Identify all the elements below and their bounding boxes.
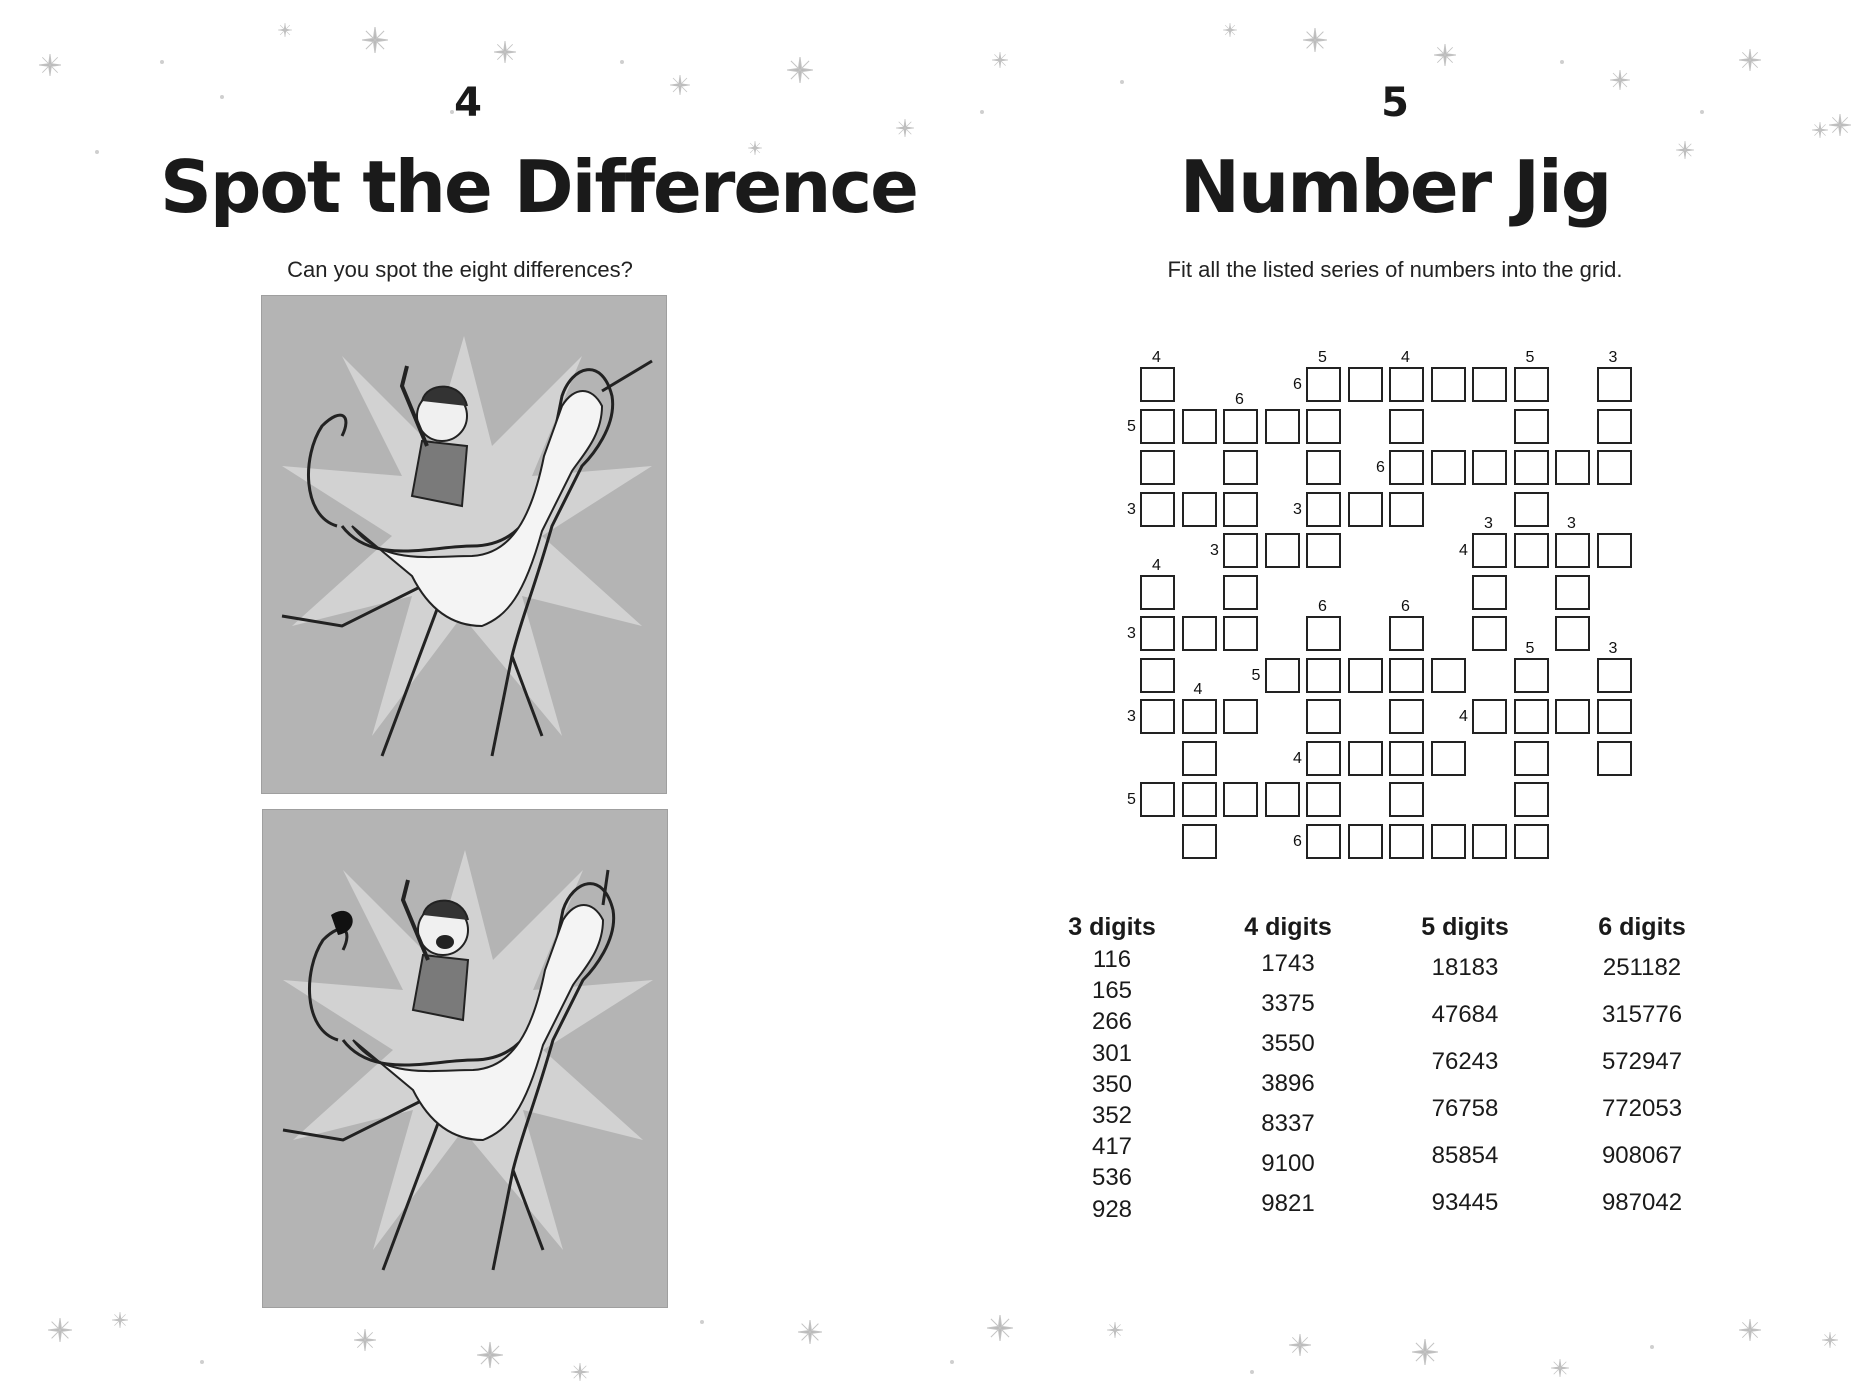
grid-cell[interactable] (1431, 450, 1466, 485)
grid-cell[interactable] (1223, 575, 1258, 610)
grid-cell[interactable] (1389, 699, 1424, 734)
grid-cell[interactable] (1431, 367, 1466, 402)
number-entry: 165 (1091, 977, 1133, 1005)
sparkle-star-icon (354, 1329, 376, 1351)
sparkle-star-icon (1739, 49, 1761, 71)
grid-cell[interactable] (1597, 533, 1632, 568)
number-entry: 417 (1091, 1133, 1133, 1161)
sparkle-star-icon (1829, 114, 1851, 136)
sparkle-star-icon (39, 54, 61, 76)
grid-clue-number: 4 (1152, 349, 1161, 366)
sparkle-star-icon (494, 41, 516, 63)
sparkle-star-icon (1412, 1339, 1438, 1365)
sparkle-star-icon (798, 1320, 822, 1344)
unicorn-rider-illustration-bottom (263, 810, 667, 1307)
right-page-instruction: Fit all the listed series of numbers into the grid. (1167, 257, 1623, 282)
grid-cell[interactable] (1140, 699, 1175, 734)
number-entry: 1743 (1261, 950, 1315, 977)
left-page-number: 4 (454, 80, 482, 126)
grid-cell[interactable] (1223, 450, 1258, 485)
grid-cell[interactable] (1223, 533, 1258, 568)
sparkle-star-icon (1107, 1322, 1123, 1338)
grid-cell[interactable] (1223, 782, 1258, 817)
grid-cell[interactable] (1514, 367, 1549, 402)
sparkle-star-icon (1434, 44, 1456, 66)
sparkle-dot (200, 1360, 204, 1364)
grid-cell[interactable] (1431, 741, 1466, 776)
grid-cell[interactable] (1555, 450, 1590, 485)
grid-clue-number: 3 (1210, 542, 1219, 559)
grid-cell[interactable] (1348, 367, 1383, 402)
word-list-heading: 5 digits (1421, 913, 1509, 941)
sparkle-star-icon (1303, 28, 1327, 52)
number-entry: 3896 (1261, 1070, 1315, 1097)
grid-cell[interactable] (1389, 492, 1424, 527)
grid-clue-number: 3 (1293, 500, 1302, 518)
grid-cell[interactable] (1306, 741, 1341, 776)
grid-clue-number: 3 (1484, 515, 1493, 532)
sparkle-star-icon (896, 119, 914, 137)
spot-difference-picture-top (261, 295, 667, 794)
grid-cell[interactable] (1223, 699, 1258, 734)
number-entry: 18183 (1431, 954, 1499, 981)
grid-cell[interactable] (1514, 492, 1549, 527)
grid-clue-number: 3 (1567, 515, 1576, 532)
grid-cell[interactable] (1140, 782, 1175, 817)
grid-cell[interactable] (1514, 533, 1549, 568)
right-page-title: Number Jig (1179, 145, 1611, 229)
number-entry: 9821 (1261, 1190, 1315, 1217)
sparkle-dot (160, 60, 164, 64)
grid-cell[interactable] (1223, 616, 1258, 651)
sparkle-star-icon (987, 1315, 1013, 1341)
grid-clue-number: 5 (1525, 349, 1535, 366)
grid-cell[interactable] (1389, 367, 1424, 402)
number-entry: 93445 (1431, 1189, 1499, 1216)
grid-cell[interactable] (1472, 367, 1507, 402)
grid-clue-number: 3 (1127, 708, 1136, 725)
grid-cell[interactable] (1348, 741, 1383, 776)
grid-cell[interactable] (1348, 658, 1383, 693)
grid-cell[interactable] (1555, 699, 1590, 734)
sparkle-dot (620, 60, 624, 64)
grid-cell[interactable] (1597, 699, 1632, 734)
grid-cell[interactable] (1140, 492, 1175, 527)
grid-clue-number: 5 (1127, 417, 1136, 435)
grid-cell[interactable] (1306, 533, 1341, 568)
grid-cell[interactable] (1472, 533, 1507, 568)
number-entry: 76758 (1431, 1095, 1499, 1122)
number-entry: 8337 (1261, 1110, 1315, 1137)
number-entry: 350 (1091, 1070, 1133, 1098)
grid-cell[interactable] (1597, 741, 1632, 776)
sparkle-star-icon (1551, 1359, 1569, 1377)
word-list-4-digits (1213, 913, 1363, 1224)
sparkle-dot (220, 95, 224, 99)
grid-cell[interactable] (1265, 409, 1300, 444)
word-list-3-digits (1037, 913, 1187, 1225)
number-entry: 3550 (1261, 1030, 1315, 1057)
sparkle-star-icon (1610, 70, 1630, 90)
number-entry: 76243 (1431, 1048, 1499, 1075)
grid-cell[interactable] (1140, 450, 1175, 485)
grid-clue-number: 3 (1608, 639, 1618, 657)
number-entry: 908067 (1601, 1142, 1683, 1169)
grid-clue-number: 5 (1318, 349, 1327, 366)
grid-cell[interactable] (1306, 409, 1341, 444)
grid-cell[interactable] (1431, 824, 1466, 859)
sparkle-dot (1120, 80, 1124, 84)
grid-cell[interactable] (1597, 409, 1632, 444)
grid-cell[interactable] (1348, 824, 1383, 859)
grid-cell[interactable] (1182, 616, 1217, 651)
grid-clue-number: 4 (1193, 681, 1203, 698)
sparkle-star-icon (992, 52, 1008, 68)
grid-cell[interactable] (1514, 658, 1549, 693)
grid-cell[interactable] (1140, 367, 1175, 402)
grid-cell[interactable] (1514, 450, 1549, 485)
grid-clue-number: 6 (1376, 459, 1385, 476)
grid-clue-number: 6 (1293, 376, 1302, 393)
grid-cell[interactable] (1389, 409, 1424, 444)
grid-clue-number: 4 (1152, 556, 1161, 574)
word-list-6-digits (1567, 913, 1717, 1226)
grid-cell[interactable] (1182, 782, 1217, 817)
grid-cell[interactable] (1514, 782, 1549, 817)
grid-cell[interactable] (1389, 658, 1424, 693)
grid-cell[interactable] (1389, 616, 1424, 651)
sparkle-star-icon (1822, 1332, 1838, 1348)
grid-clue-number: 3 (1127, 625, 1136, 642)
grid-clue-number: 5 (1251, 666, 1261, 684)
grid-cell[interactable] (1555, 616, 1590, 651)
spot-difference-picture-bottom (262, 809, 668, 1308)
sparkle-star-icon (1289, 1334, 1311, 1356)
sparkle-star-icon (112, 1312, 128, 1328)
grid-cell[interactable] (1389, 741, 1424, 776)
sparkle-star-icon (477, 1342, 503, 1368)
word-list-items (1390, 944, 1540, 1226)
grid-clue-number: 5 (1525, 639, 1535, 657)
sparkle-star-icon (362, 27, 388, 53)
sparkle-dot (700, 1320, 704, 1324)
number-entry: 772053 (1601, 1095, 1683, 1122)
grid-cell[interactable] (1389, 450, 1424, 485)
grid-cell[interactable] (1265, 533, 1300, 568)
grid-cell[interactable] (1306, 450, 1341, 485)
number-entry: 352 (1091, 1101, 1133, 1129)
number-jig-grid (1100, 345, 1660, 875)
sparkle-star-icon (1812, 122, 1828, 138)
number-entry: 85854 (1431, 1142, 1499, 1169)
grid-cell[interactable] (1140, 658, 1175, 693)
grid-cell[interactable] (1597, 658, 1632, 693)
grid-clue-number: 4 (1459, 708, 1468, 725)
grid-cell[interactable] (1140, 616, 1175, 651)
sparkle-dot (950, 1360, 954, 1364)
sparkle-dot (980, 110, 984, 114)
grid-cell[interactable] (1306, 616, 1341, 651)
unicorn-rider-illustration-top (262, 296, 666, 793)
left-page-instruction: Can you spot the eight differences? (287, 257, 633, 282)
grid-cell[interactable] (1182, 824, 1217, 859)
grid-cell[interactable] (1555, 533, 1590, 568)
grid-cell[interactable] (1182, 699, 1217, 734)
sparkle-star-icon (48, 1318, 72, 1342)
grid-clue-number: 3 (1127, 500, 1136, 518)
grid-cell[interactable] (1348, 492, 1383, 527)
grid-clue-number: 4 (1293, 749, 1302, 767)
grid-cell[interactable] (1389, 824, 1424, 859)
grid-cell[interactable] (1514, 699, 1549, 734)
number-entry: 928 (1091, 1195, 1133, 1223)
number-entry: 9100 (1261, 1150, 1315, 1177)
number-entry: 987042 (1601, 1189, 1683, 1216)
grid-clue-number: 3 (1608, 349, 1618, 366)
grid-cell[interactable] (1514, 824, 1549, 859)
sparkle-star-icon (787, 57, 813, 83)
grid-cell[interactable] (1265, 658, 1300, 693)
grid-cell[interactable] (1306, 367, 1341, 402)
grid-cell[interactable] (1306, 824, 1341, 859)
grid-cell[interactable] (1431, 658, 1466, 693)
grid-cell[interactable] (1140, 575, 1175, 610)
grid-clue-number: 4 (1401, 349, 1410, 366)
grid-cell[interactable] (1472, 575, 1507, 610)
grid-cell[interactable] (1555, 575, 1590, 610)
grid-cell[interactable] (1265, 782, 1300, 817)
grid-clue-number: 6 (1318, 598, 1327, 615)
word-list-5-digits (1390, 913, 1540, 1226)
grid-cell[interactable] (1306, 492, 1341, 527)
grid-cell[interactable] (1306, 699, 1341, 734)
grid-cell[interactable] (1140, 409, 1175, 444)
sparkle-dot (1250, 1370, 1254, 1374)
right-page-number: 5 (1381, 80, 1409, 126)
word-list-items (1567, 944, 1717, 1226)
grid-cell[interactable] (1472, 824, 1507, 859)
number-entry: 572947 (1601, 1048, 1683, 1075)
number-entry: 536 (1091, 1164, 1133, 1192)
grid-clue-number: 5 (1127, 791, 1136, 808)
grid-cell[interactable] (1306, 782, 1341, 817)
sparkle-dot (95, 150, 99, 154)
grid-cell[interactable] (1306, 658, 1341, 693)
grid-cell[interactable] (1514, 741, 1549, 776)
sparkle-dot (1650, 1345, 1654, 1349)
sparkle-star-icon (1739, 1319, 1761, 1341)
grid-cell[interactable] (1223, 409, 1258, 444)
number-entry: 266 (1091, 1008, 1133, 1036)
grid-cell[interactable] (1389, 782, 1424, 817)
number-entry: 251182 (1602, 954, 1682, 981)
grid-cell[interactable] (1182, 492, 1217, 527)
grid-cell[interactable] (1514, 409, 1549, 444)
grid-cell[interactable] (1182, 741, 1217, 776)
grid-cell[interactable] (1182, 409, 1217, 444)
sparkle-star-icon (1223, 23, 1237, 37)
left-page-title: Spot the Difference (160, 145, 917, 229)
grid-clue-number: 6 (1235, 390, 1244, 408)
word-list-heading: 4 digits (1244, 913, 1332, 941)
grid-cell[interactable] (1223, 492, 1258, 527)
sparkle-dot (1700, 110, 1704, 114)
grid-cell[interactable] (1597, 450, 1632, 485)
sparkle-star-icon (278, 23, 292, 37)
word-list-items (1213, 944, 1363, 1224)
grid-cell[interactable] (1472, 699, 1507, 734)
grid-cell[interactable] (1597, 367, 1632, 402)
grid-clue-number: 6 (1401, 598, 1410, 615)
grid-cell[interactable] (1472, 450, 1507, 485)
grid-cell[interactable] (1472, 616, 1507, 651)
word-list-heading: 3 digits (1068, 913, 1156, 941)
number-entry: 116 (1092, 946, 1132, 973)
grid-clue-number: 4 (1459, 542, 1468, 559)
number-entry: 47684 (1431, 1001, 1499, 1028)
number-entry: 301 (1091, 1039, 1133, 1067)
word-list-items (1037, 944, 1187, 1225)
sparkle-dot (1560, 60, 1564, 64)
number-entry: 3375 (1261, 990, 1315, 1017)
grid-clue-number: 6 (1293, 832, 1302, 850)
word-list-heading: 6 digits (1598, 913, 1686, 941)
number-entry: 315776 (1601, 1001, 1683, 1028)
sparkle-star-icon (571, 1363, 589, 1381)
sparkle-star-icon (670, 75, 690, 95)
